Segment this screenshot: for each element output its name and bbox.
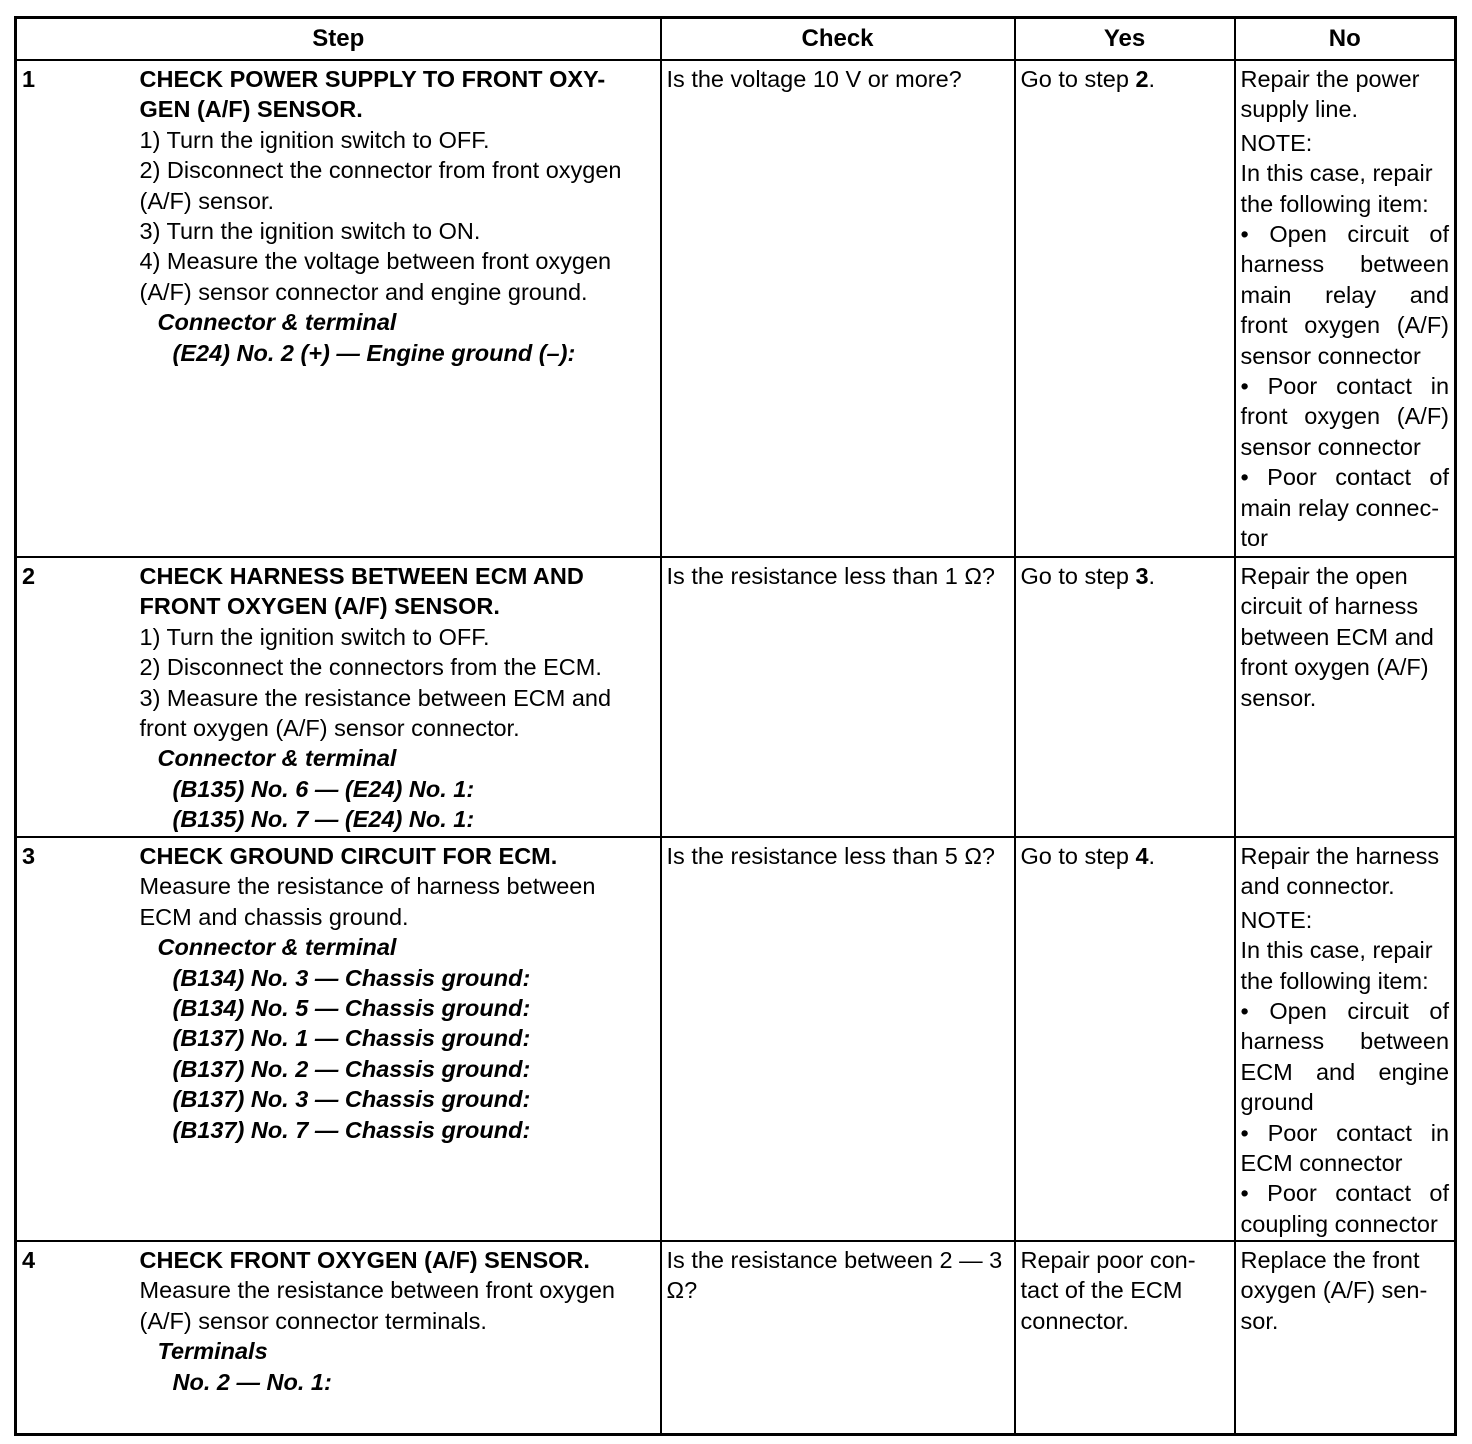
note-text: front oxygen (A/F) [1240,312,1450,339]
terminal-spec: (B137) No. 7 — Chassis ground: [172,1116,531,1143]
step-description [140,557,661,837]
step-number: 1 [16,60,140,557]
note-text: • Open circuit of [1240,998,1450,1025]
connector-label: Terminals [157,1338,268,1365]
no-text: Repair the open [1240,563,1408,589]
note-text: main relay connec- [1240,494,1440,521]
instruction: 2) Disconnect the connector from front oxygen (A/F) sensor. [139,157,622,214]
yes-text: tact of the ECM [1020,1277,1183,1304]
table-row [16,557,1456,837]
header-no: No [1235,18,1456,61]
step-title: CHECK GROUND CIRCUIT FOR ECM. [139,843,558,869]
table-header-row [16,18,1456,61]
note-text: • Poor contact in [1240,1119,1450,1146]
check-question: Is the resistance less than 5 Ω? [661,837,1015,1241]
step-number: 4 [16,1241,140,1434]
terminal-spec: (B134) No. 3 — Chassis ground: [172,964,531,991]
note-text: harness between [1240,251,1450,278]
note-text: tor [1240,525,1268,552]
table-row [16,1241,1456,1434]
note-text: sensor connector [1240,433,1421,460]
note-text: • Open circuit of [1240,221,1450,248]
note-text: coupling connector [1240,1210,1438,1237]
no-text: Replace the front [1240,1247,1420,1273]
yes-text: connector. [1020,1307,1129,1334]
no-text: Repair the harness [1240,843,1440,869]
table-row [16,837,1456,1241]
step-reference: 3 [1135,563,1149,589]
yes-action [1015,557,1235,837]
step-description [140,837,661,1241]
terminal-spec: (B137) No. 1 — Chassis ground: [172,1025,531,1052]
instruction: 3) Measure the resistance between ECM and front oxygen (A/F) sensor connector. [139,684,612,742]
yes-suffix: . [1148,66,1156,92]
yes-prefix: Go to step [1020,843,1136,869]
instruction: Measure the resistance of harness between ECM and chassis ground. [139,873,596,930]
no-text: front oxygen (A/F) [1240,654,1429,681]
note-text: In this case, repair [1240,160,1433,187]
step-title: CHECK POWER SUPPLY TO FRONT OXY- [139,66,606,92]
step-number: 2 [16,557,140,837]
step-title: CHECK HARNESS BETWEEN ECM AND [139,563,584,589]
check-question: Is the resistance between 2 — 3 Ω? [661,1241,1015,1434]
no-action [1235,1241,1456,1434]
note-text: the following item: [1240,967,1429,994]
check-question: Is the voltage 10 V or more? [661,60,1015,557]
yes-suffix: . [1148,563,1156,589]
no-text: and connector. [1240,873,1395,900]
note-label: NOTE: [1240,906,1313,933]
note-text: ECM and engine [1240,1058,1450,1085]
step-title: GEN (A/F) SENSOR. [139,96,363,123]
header-yes: Yes [1015,18,1235,61]
note-text: • Poor contact of [1240,464,1450,491]
note-text: harness between [1240,1028,1450,1055]
table-row [16,60,1456,557]
terminal-spec: (B137) No. 3 — Chassis ground: [172,1086,531,1113]
terminal-spec: (B137) No. 2 — Chassis ground: [172,1055,531,1082]
step-description [140,60,661,557]
step-reference: 4 [1135,843,1149,869]
instruction: 2) Disconnect the connectors from the ECM. [139,654,602,681]
instruction: 3) Turn the ignition switch to ON. [139,218,481,245]
header-step: Step [16,18,661,61]
yes-text: Repair poor con- [1020,1247,1196,1273]
terminal-spec: (B134) No. 5 — Chassis ground: [172,995,531,1022]
note-text: main relay and [1240,281,1450,308]
instruction: 4) Measure the voltage between front oxygen (A/F) sensor connector and engine ground. [139,248,612,305]
check-question: Is the resistance less than 1 Ω? [661,557,1015,837]
note-text: the following item: [1240,190,1429,217]
note-text: In this case, repair [1240,937,1433,964]
no-text: oxygen (A/F) sen- [1240,1277,1428,1304]
terminal-spec: (B135) No. 7 — (E24) No. 1: [172,806,475,833]
no-text: sensor. [1240,684,1317,711]
no-text: circuit of harness [1240,593,1419,620]
yes-prefix: Go to step [1020,66,1136,92]
step-description [140,1241,661,1434]
instruction: Measure the resistance between front oxygen (A/F) sensor connector terminals. [139,1277,615,1334]
note-text: • Poor contact of [1240,1180,1450,1207]
note-text: front oxygen (A/F) [1240,403,1450,430]
note-text: ground [1240,1089,1314,1116]
note-text: ECM connector [1240,1150,1403,1177]
diagnostic-table [14,16,1457,1436]
note-text: • Poor contact in [1240,373,1450,400]
yes-suffix: . [1148,843,1156,869]
no-text: supply line. [1240,96,1359,123]
terminal-spec: No. 2 — No. 1: [172,1368,332,1395]
note-text: sensor connector [1240,342,1421,369]
connector-label: Connector & terminal [157,309,397,336]
no-action [1235,557,1456,837]
step-reference: 2 [1135,66,1149,92]
step-number: 3 [16,837,140,1241]
yes-action [1015,60,1235,557]
header-check: Check [661,18,1015,61]
no-text: between ECM and [1240,623,1434,650]
step-title: FRONT OXYGEN (A/F) SENSOR. [139,593,500,620]
no-text: sor. [1240,1307,1279,1334]
yes-action [1015,837,1235,1241]
no-action [1235,60,1456,557]
terminal-spec: (B135) No. 6 — (E24) No. 1: [172,775,475,802]
no-action [1235,837,1456,1241]
yes-action [1015,1241,1235,1434]
connector-label: Connector & terminal [157,745,397,772]
step-title: CHECK FRONT OXYGEN (A/F) SENSOR. [139,1247,590,1273]
instruction: 1) Turn the ignition switch to OFF. [139,126,490,153]
note-label: NOTE: [1240,129,1313,156]
connector-label: Connector & terminal [157,934,397,961]
yes-prefix: Go to step [1020,563,1136,589]
terminal-spec: (E24) No. 2 (+) — Engine ground (–): [172,339,576,366]
instruction: 1) Turn the ignition switch to OFF. [139,623,490,650]
no-text: Repair the power [1240,66,1420,92]
